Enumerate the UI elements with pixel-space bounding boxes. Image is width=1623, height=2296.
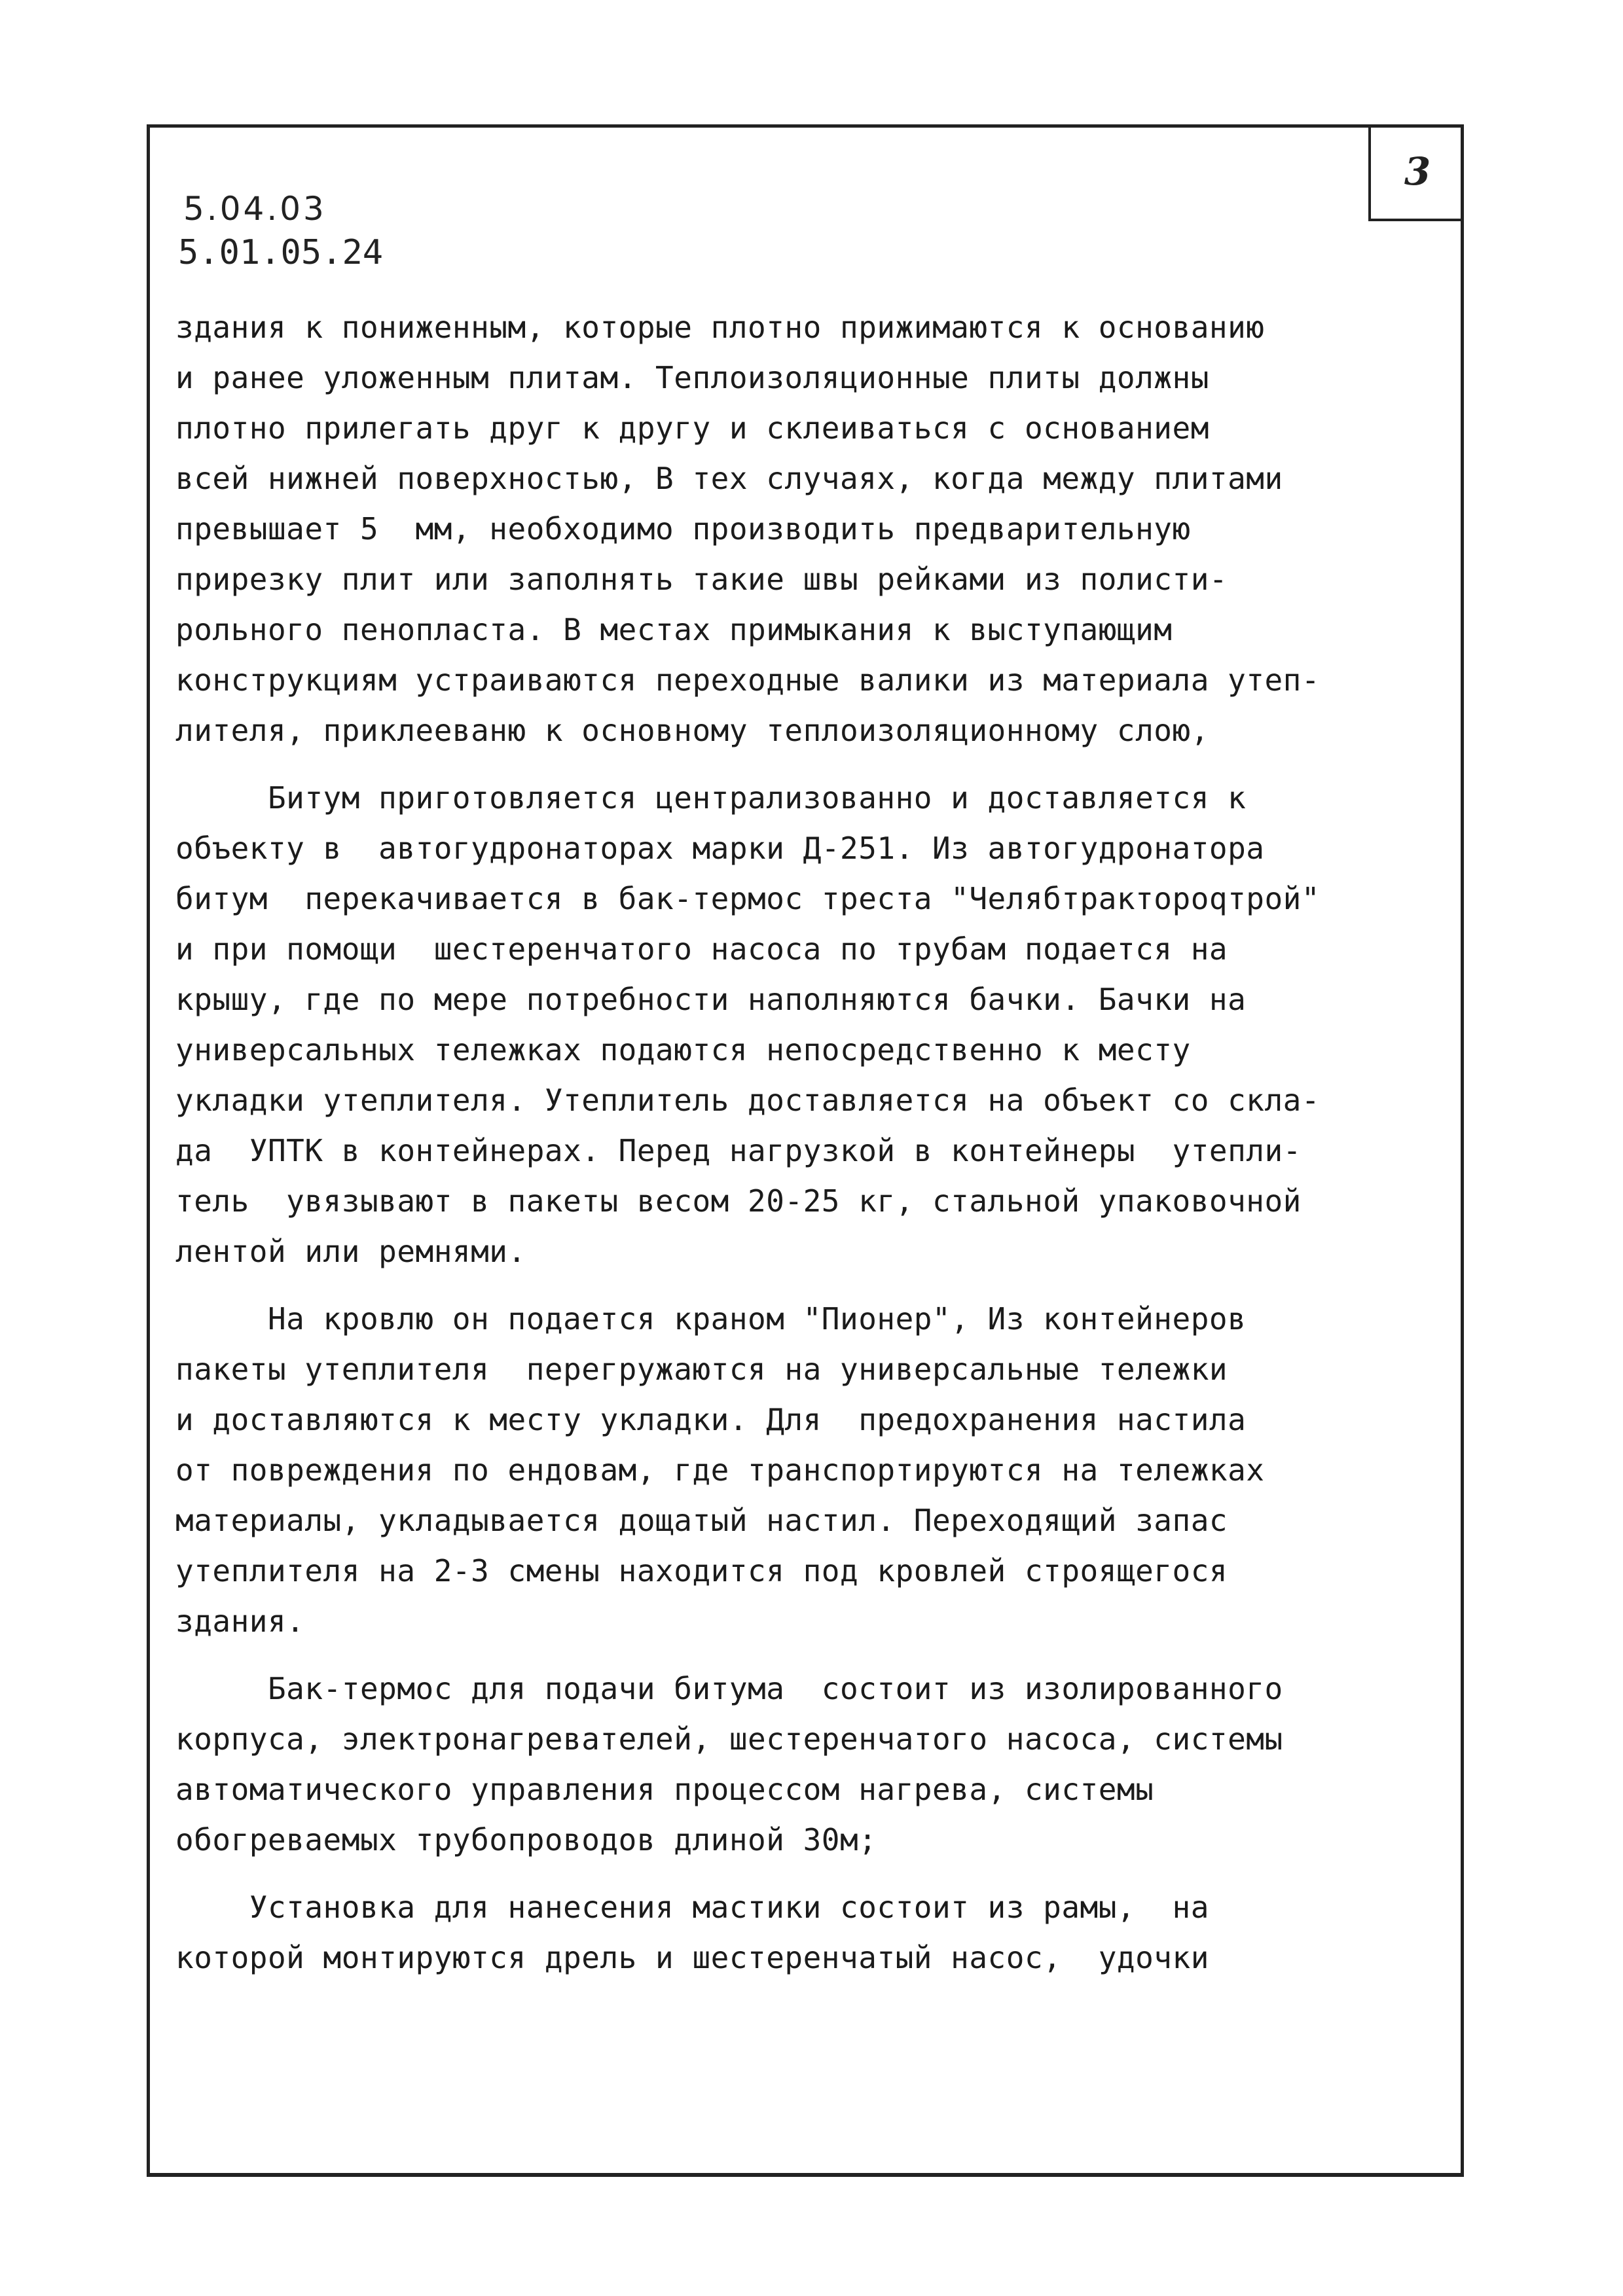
- text-line: лителя, приклееваню к основному теплоизоляционному слою,: [175, 713, 1209, 748]
- text-line: да УПТК в контейнерах. Перед нагрузкой в контейнеры утепли-: [175, 1133, 1302, 1168]
- text-line: превышает 5 мм, необходимо производить предварительную: [175, 511, 1191, 547]
- text-line: лентой или ремнями.: [175, 1234, 526, 1269]
- paragraph: [175, 1882, 1452, 1983]
- page-number: 3: [1404, 149, 1431, 194]
- text-line: и ранее уложенным плитам. Теплоизоляционные плиты должны: [175, 360, 1209, 395]
- text-line: всей нижней поверхностью, В тех случаях, когда между плитами: [175, 461, 1283, 496]
- text-line: плотно прилегать друг к другу и склеиваться с основанием: [175, 410, 1209, 446]
- text-line: Бак-термос для подачи битума состоит из изолированного: [175, 1671, 1283, 1706]
- paragraph-gap: [175, 1865, 1452, 1882]
- text-line: от повреждения по ендовам, где транспортируются на тележках: [175, 1452, 1265, 1488]
- text-line: здания.: [175, 1604, 305, 1639]
- doc-code-handwritten: 5.04.03: [183, 190, 327, 228]
- doc-code: 5.01.05.24: [178, 233, 384, 272]
- text-line: и доставляются к месту укладки. Для предохранения настила: [175, 1402, 1247, 1437]
- text-line: прирезку плит или заполнять такие швы рейками из полисти-: [175, 562, 1228, 597]
- text-line: Установка для нанесения мастики состоит из рамы, на: [175, 1890, 1209, 1925]
- paragraph: [175, 1664, 1452, 1865]
- text-line: которой монтируются дрель и шестеренчатый насос, удочки: [175, 1940, 1209, 1975]
- text-line: обогреваемых трубопроводов длиной 30м;: [175, 1822, 877, 1857]
- page-number-box: [1368, 124, 1464, 221]
- paragraph-gap: [175, 1647, 1452, 1664]
- text-line: здания к пониженным, которые плотно прижимаются к основанию: [175, 310, 1265, 345]
- text-line: пакеты утеплителя перегружаются на универсальные тележки: [175, 1352, 1228, 1387]
- text-line: крышу, где по мере потребности наполняются бачки. Бачки на: [175, 982, 1247, 1017]
- paragraph: [175, 302, 1452, 756]
- text-line: объекту в автогудронаторах марки Д-251. Из автогудронатора: [175, 831, 1265, 866]
- text-line: универсальных тележках подаются непосредственно к месту: [175, 1032, 1191, 1067]
- paragraph-gap: [175, 1277, 1452, 1294]
- text-line: На кровлю он подается краном "Пионер", Из контейнеров: [175, 1301, 1247, 1336]
- text-line: автоматического управления процессом нагрева, системы: [175, 1772, 1154, 1807]
- text-line: рольного пенопласта. В местах примыкания к выступающим: [175, 612, 1173, 647]
- text-line: битум перекачивается в бак-термос треста "Челябтрактороqтрой": [175, 881, 1321, 916]
- text-line: и при помощи шестеренчатого насоса по трубам подается на: [175, 931, 1228, 967]
- text-line: Битум приготовляется централизованно и доставляется к: [175, 780, 1247, 816]
- text-line: укладки утеплителя. Утеплитель доставляется на объект со скла-: [175, 1083, 1321, 1118]
- document-body: [175, 302, 1452, 1983]
- text-line: утеплителя на 2-3 смены находится под кровлей строящегося: [175, 1553, 1228, 1588]
- text-line: корпуса, электронагревателей, шестеренчатого насоса, системы: [175, 1721, 1283, 1757]
- paragraph: [175, 1294, 1452, 1647]
- text-line: конструкциям устраиваются переходные валики из материала утеп-: [175, 662, 1321, 698]
- text-line: материалы, укладывается дощатый настил. Переходящий запас: [175, 1503, 1228, 1538]
- text-line: тель увязывают в пакеты весом 20-25 кг, стальной упаковочной: [175, 1183, 1302, 1219]
- paragraph: [175, 773, 1452, 1277]
- paragraph-gap: [175, 756, 1452, 773]
